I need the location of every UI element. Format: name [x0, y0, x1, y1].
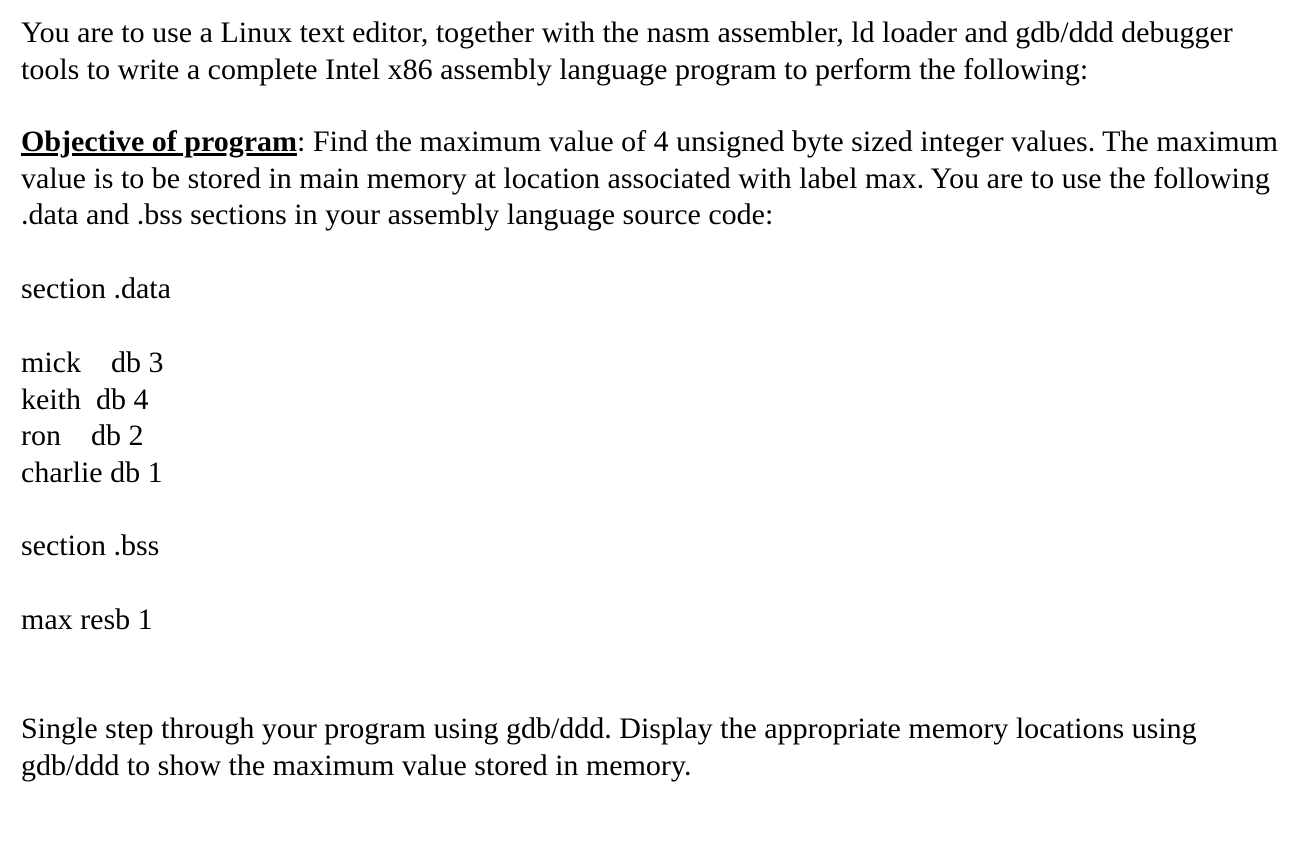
intro-paragraph: You are to use a Linux text editor, together with the nasm assembler, ld loader and gdb/ddd debugger tools to write a complete Intel x86 assembly language program to perform the following: — [21, 16, 1233, 86]
objective-text: Find the maximum value of 4 unsigned byte sized integer values. The maximum value is to be stored in main memory at location associated with label max. You are to use the following .data and .bss sections in your assembly language source code: — [21, 125, 1278, 231]
data-section-heading: section .data — [21, 271, 171, 305]
objective-separator: : — [297, 125, 306, 158]
data-line-charlie: charlie db 1 — [21, 455, 163, 489]
instructions-paragraph: Single step through your program using gdb/ddd. Display the appropriate memory locations using gdb/ddd to show the maximum value stored in memory. — [21, 712, 1197, 782]
data-line-mick: mick db 3 — [21, 346, 164, 379]
data-line-keith: keith db 4 — [21, 382, 149, 416]
objective-label: Objective of program — [21, 125, 298, 158]
bss-line-max: max resb 1 — [21, 602, 153, 636]
bss-section-heading: section .bss — [21, 529, 160, 562]
assignment-document — [21, 15, 1296, 784]
data-declarations — [21, 345, 1296, 491]
objective-paragraph — [21, 124, 1296, 234]
data-line-ron: ron db 2 — [21, 419, 144, 452]
